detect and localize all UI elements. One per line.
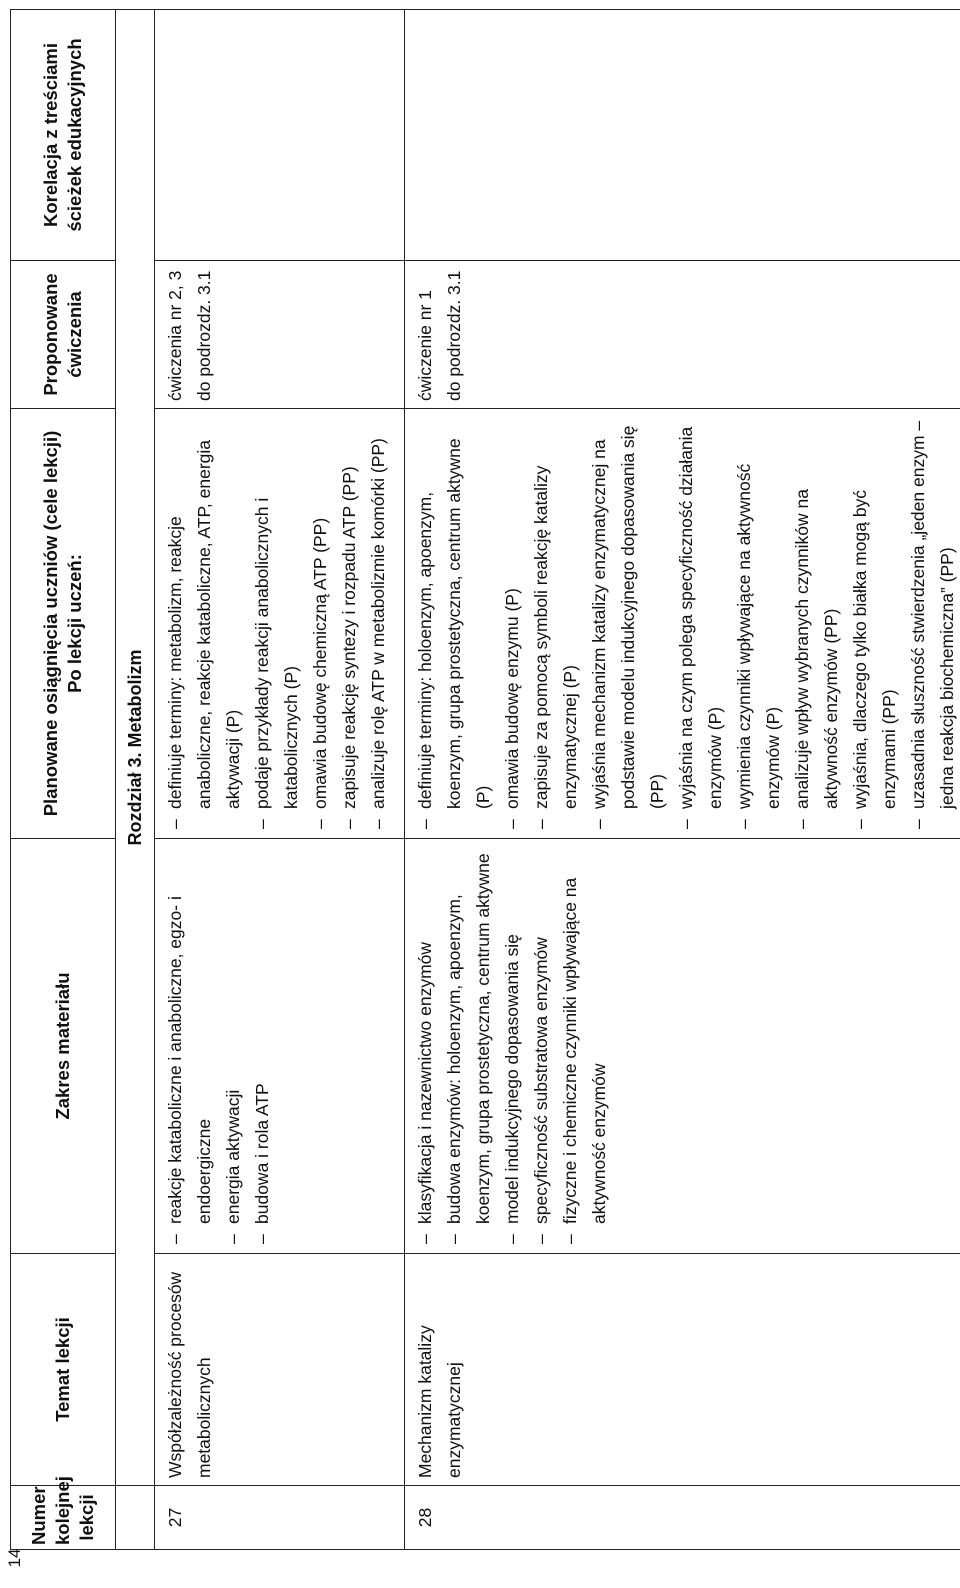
- header-temat: Temat lekcji: [11, 1254, 116, 1486]
- list-item: – klasyfikacja i nazewnictwo enzymów: [411, 846, 440, 1246]
- header-planowane: [11, 409, 116, 839]
- lesson-outcomes: [155, 409, 405, 839]
- list-item: – definiuje terminy: metabolizm, reakcje anaboliczne, reakcje kataboliczne, ATP, energia aktywacji (P): [161, 416, 248, 831]
- lesson-topic: Mechanizm katalizy enzymatycznej: [405, 1254, 960, 1486]
- lesson-outcomes: [405, 409, 960, 839]
- list-item: – wymienia czynniki wpływające na aktywność enzymów (P): [730, 416, 788, 831]
- lesson-correlation: [405, 10, 960, 261]
- list-item: – zapisuje za pomocą symboli reakcję katalizy enzymatycznej (P): [527, 416, 585, 831]
- lesson-plan-table-rotated: [10, 10, 957, 1550]
- list-item: – wyjaśnia na czym polega specyficzność działania enzymów (P): [672, 416, 730, 831]
- list-item: – analizuje wpływ wybranych czynników na aktywność enzymów (PP): [788, 416, 846, 831]
- lesson-topic: Współzależność procesów metabolicznych: [155, 1254, 405, 1486]
- list-item: – uzasadnia słuszność stwierdzenia „jeden enzym – jedna reakcja biochemiczna” (PP): [904, 416, 960, 831]
- header-zakres: Zakres materiału: [11, 839, 116, 1254]
- list-item: – energia aktywacji: [219, 846, 248, 1246]
- list-item: – podaje przykłady reakcji anabolicznych i katabolicznych (P): [248, 416, 306, 831]
- table-row: [155, 10, 405, 1550]
- list-item: – definiuje terminy: holoenzym, apoenzym, koenzym, grupa prostetyczna, centrum aktywne (P): [411, 416, 498, 831]
- header-planowane-line2: Po lekcji uczeń:: [64, 554, 85, 693]
- lesson-exercises: ćwiczenia nr 2, 3 do podrozdz. 3.1: [155, 261, 405, 409]
- list-item: – budowa enzymów: holoenzym, apoenzym, koenzym, grupa prostetyczna, centrum aktywne: [440, 846, 498, 1246]
- header-cwiczenia: Proponowane ćwiczenia: [11, 261, 116, 409]
- chapter-title: Rozdział 3. Metabolizm: [116, 10, 155, 1486]
- header-row: [11, 10, 116, 1550]
- lesson-number: 28: [405, 1486, 960, 1550]
- lesson-correlation: [155, 10, 405, 261]
- table-row: [405, 10, 960, 1550]
- list-item: – omawia budowę enzymu (P): [498, 416, 527, 831]
- lesson-scope: [405, 839, 960, 1254]
- list-item: – reakcje kataboliczne i anaboliczne, egzo- i endoergiczne: [161, 846, 219, 1246]
- list-item: – wyjaśnia mechanizm katalizy enzymatycznej na podstawie modelu indukcyjnego dopasowania się (PP): [585, 416, 672, 831]
- list-item: – fizyczne i chemiczne czynniki wpływające na aktywność enzymów: [556, 846, 614, 1246]
- chapter-row: [116, 10, 155, 1550]
- chapter-spacer-cell: [116, 1486, 155, 1550]
- lesson-exercises: ćwiczenie nr 1 do podrozdz. 3.1: [405, 261, 960, 409]
- lesson-number: 27: [155, 1486, 405, 1550]
- header-planowane-line1: Planowane osiągnięcia uczniów (cele lekcji): [40, 430, 61, 817]
- list-item: – analizuje rolę ATP w metabolizmie komórki (PP): [364, 416, 393, 831]
- page-number: 14: [5, 1548, 24, 1568]
- lesson-scope: [155, 839, 405, 1254]
- list-item: – budowa i rola ATP: [248, 846, 277, 1246]
- lesson-plan-table: [10, 9, 960, 1550]
- header-numer: Numer kolejnej lekcji: [11, 1486, 116, 1550]
- list-item: – specyficzność substratowa enzymów: [527, 846, 556, 1246]
- list-item: – wyjaśnia, dlaczego tylko białka mogą być enzymami (PP): [846, 416, 904, 831]
- list-item: – model indukcyjnego dopasowania się: [498, 846, 527, 1246]
- header-korelacja: Korelacja z treściami ścieżek edukacyjnych: [11, 10, 116, 261]
- list-item: – omawia budowę chemiczną ATP (PP): [306, 416, 335, 831]
- list-item: – zapisuje reakcję syntezy i rozpadu ATP (PP): [335, 416, 364, 831]
